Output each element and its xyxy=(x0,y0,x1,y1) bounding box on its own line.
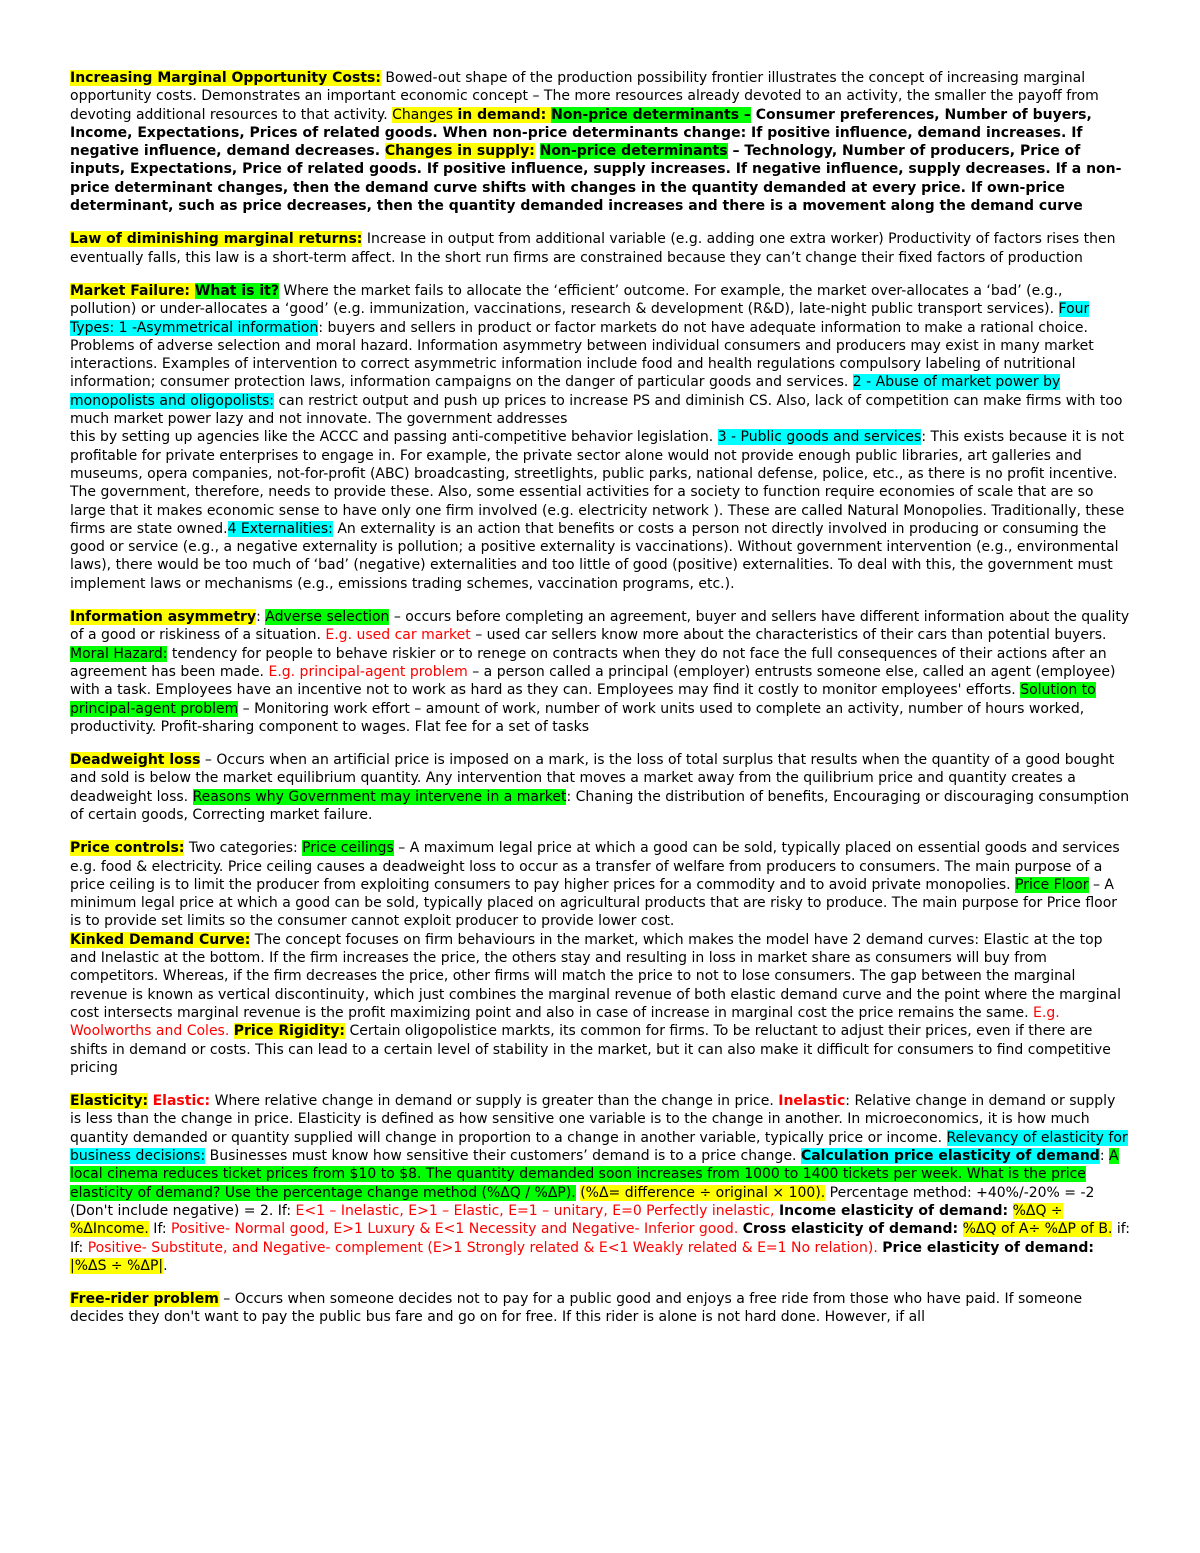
text-run: Four Types: 1 -Asymmetrical information xyxy=(70,301,1090,336)
text-run: Price ceilings xyxy=(302,840,394,857)
text-run: Law of diminishing marginal returns: xyxy=(70,231,363,248)
text-run: An externality is an action that benefits or costs a person not directly involved in producing or consuming the good or service (e.g., a negative externality is pollution; a positive externality is vaccinations). Without government intervention (e.g., environmental laws), there would be too much of ‘bad’ (negative) externalities and too little of good (positive) externalities. To deal with this, the government must implement laws or mechanisms (e.g., emissions trading schemes, vaccination programs, etc.). xyxy=(70,520,1119,592)
text-run: E<1 – Inelastic, E>1 – Elastic, E=1 – unitary, E=0 Perfectly inelastic, xyxy=(295,1202,775,1219)
text-run: Non-price determinants xyxy=(539,143,728,160)
text-run: Where the market fails to allocate the ‘efficient’ outcome. For example, the market over-allocates a ‘bad’ (e.g., pollution) or under-allocates a ‘good’ (e.g. immunization, vaccinations, research & development (R&D), late-night public transport services). xyxy=(70,282,1063,318)
text-run: Bowed-out shape of the production possibility frontier illustrates the concept of increasing marginal opportunity costs. Demonstrates an important economic concept – The more resources already devoted to an activity, the smaller the payoff from devoting additional resources to that activity. xyxy=(70,70,1099,123)
text-run: 3 - Public goods and services xyxy=(717,429,922,446)
text-run: – occurs before completing an agreement, buyer and sellers have different information about the quality of a good or riskiness of a situation. xyxy=(70,609,1130,644)
text-run: . xyxy=(163,1257,168,1274)
text-run: Calculation price elasticity of demand xyxy=(800,1148,1100,1165)
text-run: – A minimum legal price at which a good can be sold, typically placed on agricultural products that are risky to produce. The main purpose for Price floor is to provide set limits so the consumer cannot exploit producer to provide lower cost. xyxy=(70,876,1118,930)
text-run: %ΔQ of A÷ %ΔP of B. xyxy=(962,1221,1113,1238)
text-run: Certain oligopolistice markts, its common for firms. To be reluctant to adjust their prices, even if there are shifts in demand or costs. This can lead to a certain level of stability in the market, but it can also make it difficult for consumers to find competitive pricing xyxy=(70,1023,1111,1076)
text-run: Positive- Substitute, and Negative- complement (E>1 Strongly related & E<1 Weakly related & E=1 No relation). xyxy=(87,1239,878,1256)
text-run: Price Rigidity: xyxy=(233,1023,346,1040)
document-page xyxy=(70,69,1130,1342)
text-run: – a person called a principal (employer) entrusts someone else, called an agent (employee) with a task. Employees have an incentive not to work as hard as they can. Employees may find it costly to monitor employees' efforts. xyxy=(70,663,1116,699)
text-run: – Occurs when an artificial price is imposed on a mark, is the loss of total surplus that results when the quantity of a good bought and sold is below the market equilibrium quantity. Any intervention that moves a market away from the quilibrium price and quantity creates a deadweight loss. xyxy=(70,752,1115,805)
para-kinked-demand xyxy=(70,931,1130,1077)
text-run: Elasticity: xyxy=(70,1093,149,1110)
text-run: Market Failure: xyxy=(70,282,195,299)
text-run: Elastic: xyxy=(152,1093,211,1110)
para-deadweight-loss xyxy=(70,751,1130,824)
text-run: (%Δ= difference ÷ original × 100). xyxy=(580,1184,826,1201)
para-diminishing-returns xyxy=(70,230,1130,267)
text-run: 2 - Abuse of market power by monopolists and oligopolists: xyxy=(70,374,1061,409)
text-run: : xyxy=(256,609,266,626)
text-run: – Technology, Number of producers, Price of inputs, Expectations, Price of related goods. If positive influence, supply increases. If negative influence, supply decreases. If a non-price determinant changes, then the demand curve shifts with changes in the quantity demanded at every price. If own-price determinant, such as price decreases, then the quantity demanded increases and there is a movement along the demand curve xyxy=(70,143,1122,215)
text-run: Increasing Marginal Opportunity Costs: xyxy=(70,70,381,86)
text-run: – Monitoring work effort – amount of work, number of work units used to complete an activity, number of hours worked, productivity. Profit-sharing component to wages. Flat fee for a set of tasks xyxy=(70,700,1085,735)
text-run: 4 Externalities: xyxy=(227,520,333,537)
text-run: Increase in output from additional variable (e.g. adding one extra worker) Productivity of factors rises then eventually falls, this law is a short-term affect. In the short run firms are constrained because they can’t change their fixed factors of production xyxy=(70,231,1116,266)
text-run: tendency for people to behave riskier or to renege on contracts when they do not face the full consequences of their actions after an agreement has been made. xyxy=(70,645,1107,680)
text-run: Solution to principal-agent problem xyxy=(70,682,1096,717)
text-run: |%ΔS ÷ %ΔP| xyxy=(70,1257,164,1274)
para-market-failure-continued xyxy=(70,428,1130,593)
para-information-asymmetry xyxy=(70,608,1130,736)
text-run: Price controls: xyxy=(70,840,185,857)
text-run: if: If: xyxy=(70,1221,1130,1256)
text-run: : This exists because it is not profitable for private enterprises to engage in. For example, the private sector alone would not provide enough public libraries, art galleries and museums, opera companies, not-for-profit (ABC) broadcasting, streetlights, public parks, national defense, police, etc., as there is no profit incentive. The government, therefore, needs to provide these. Also, some essential activities for a society to function require economies of scale that are so large that it makes economic sense to have only one firm involved (e.g. electricity network ). These are called Natural Monopolies. Traditionally, these firms are state owned. xyxy=(70,429,1125,537)
text-run: Positive- Normal good, E>1 Luxury & E<1 Necessity and Negative- Inferior good. xyxy=(171,1221,739,1238)
text-run: this by setting up agencies like the ACCC and passing anti-competitive behavior legislation. xyxy=(70,429,718,446)
text-run: Two categories: xyxy=(184,840,303,857)
text-run: Price elasticity of demand: xyxy=(882,1239,1094,1256)
para-free-rider xyxy=(70,1290,1130,1327)
text-run: Businesses must know how sensitive their customers’ demand is to a price change. xyxy=(205,1148,801,1165)
text-run xyxy=(958,1221,962,1237)
text-run: A local cinema reduces ticket prices from $10 to $8. The quantity demanded soon increases from 1000 to 1400 tickets per week. What is the price elasticity of demand? Use the percentage change method (%ΔQ / %ΔP). xyxy=(70,1148,1119,1201)
para-elasticity xyxy=(70,1092,1130,1275)
text-run: %ΔQ ÷ %ΔIncome. xyxy=(70,1202,1063,1238)
text-run: : Relative change in demand or supply is less than the change in price. Elasticity is defined as how sensitive one variable is to the change in another. In microeconomics, it is how much quantity demanded or quantity supplied will change in proportion to a change in another variable, typically price or income. xyxy=(70,1093,1116,1146)
text-run: Price Floor xyxy=(1015,876,1089,893)
text-run: in demand: xyxy=(457,106,552,123)
text-run: Changes xyxy=(392,106,458,123)
para-opportunity-costs xyxy=(70,69,1130,215)
text-run: Adverse selection xyxy=(265,609,390,626)
text-run: : Chaning the distribution of benefits, Encouraging or discouraging consumption of certain goods, Correcting market failure. xyxy=(70,788,1130,823)
text-run: : xyxy=(1099,1148,1109,1165)
text-run: Consumer preferences, Number of buyers, Income, Expectations, Prices of related goods. When non-price determinants change: If positive influence, demand increases. If negative influence, demand decreases. xyxy=(70,106,1092,160)
text-run: Deadweight loss xyxy=(70,752,201,769)
text-run: Information asymmetry xyxy=(70,609,257,626)
text-run: Inelastic xyxy=(778,1093,846,1110)
text-run: Income elasticity of demand: xyxy=(778,1202,1009,1219)
text-run: Relevancy of elasticity for business decisions: xyxy=(70,1129,1128,1165)
text-run: Cross elasticity of demand: xyxy=(742,1221,959,1238)
text-run: Non-price determinants – xyxy=(551,106,751,123)
text-run: E.g. Woolworths and Coles. xyxy=(70,1004,1060,1040)
text-run: Percentage method: +40%/-20% = -2 (Don't include negative) = 2. If: xyxy=(70,1184,1095,1219)
text-run xyxy=(1008,1203,1012,1219)
para-market-failure xyxy=(70,282,1130,428)
text-run: – A maximum legal price at which a good can be sold, typically placed on essential goods and services e.g. food & electricity. Price ceiling causes a deadweight loss to occur as a transfer of welfare from producers to consumers. The main purpose of a price ceiling is to limit the producer from exploiting consumers to pay higher prices for a commodity and to avoid private monopolies. xyxy=(70,840,1120,893)
text-run: What is it? xyxy=(194,282,279,299)
text-run: Where relative change in demand or supply is greater than the change in price. xyxy=(210,1093,779,1110)
text-run: The concept focuses on firm behaviours in the market, which makes the model have 2 demand curves: Elastic at the top and Inelastic at the bottom. If the firm increases the price, the others stay and resulting in loss in market share as consumers will buy from competitors. Whereas, if the firm decreases the price, other firms will match the price to not to lose consumers. The gap between the marginal revenue is known as vertical discontinuity, which just combines the marginal revenue of both elastic demand curve and the point where the marginal cost intersects marginal revenue is the profit maximizing point and also in case of increase in marginal cost the price remains the same. xyxy=(70,931,1122,1021)
text-run xyxy=(535,143,540,159)
text-run: Reasons why Government may intervene in a market xyxy=(192,788,567,805)
text-run: Moral Hazard: xyxy=(70,645,168,662)
text-run: – used car sellers know more about the characteristics of their cars than potential buyers. xyxy=(470,627,1107,644)
text-run: Free-rider problem xyxy=(70,1291,219,1308)
text-run: Changes in supply: xyxy=(384,143,535,160)
text-run: can restrict output and push up prices to increase PS and diminish CS. Also, lack of competition can make firms with too much market power lazy and not innovate. The government addresses xyxy=(70,392,1123,428)
text-run: – Occurs when someone decides not to pay for a public good and enjoys a free ride from those who have paid. If someone decides they don't want to pay the public bus fare and go on for free. If this rider is alone is not hard done. However, if all xyxy=(70,1291,1083,1326)
text-run: If: xyxy=(148,1221,172,1238)
text-run: Kinked Demand Curve: xyxy=(70,931,251,948)
para-price-controls xyxy=(70,839,1130,930)
text-run: E.g. used car market xyxy=(325,627,471,644)
text-run: E.g. principal-agent problem xyxy=(268,663,468,680)
text-run: : buyers and sellers in product or factor markets do not have adequate information to make a rational choice. Problems of adverse selection and moral hazard. Information asymmetry between individual consumers and producers may exist in many market interactions. Examples of intervention to correct asymmetric information include food and health regulations compulsory labeling of nutritional information; consumer protection laws, information campaigns on the danger of particular goods and services. xyxy=(70,319,1094,391)
